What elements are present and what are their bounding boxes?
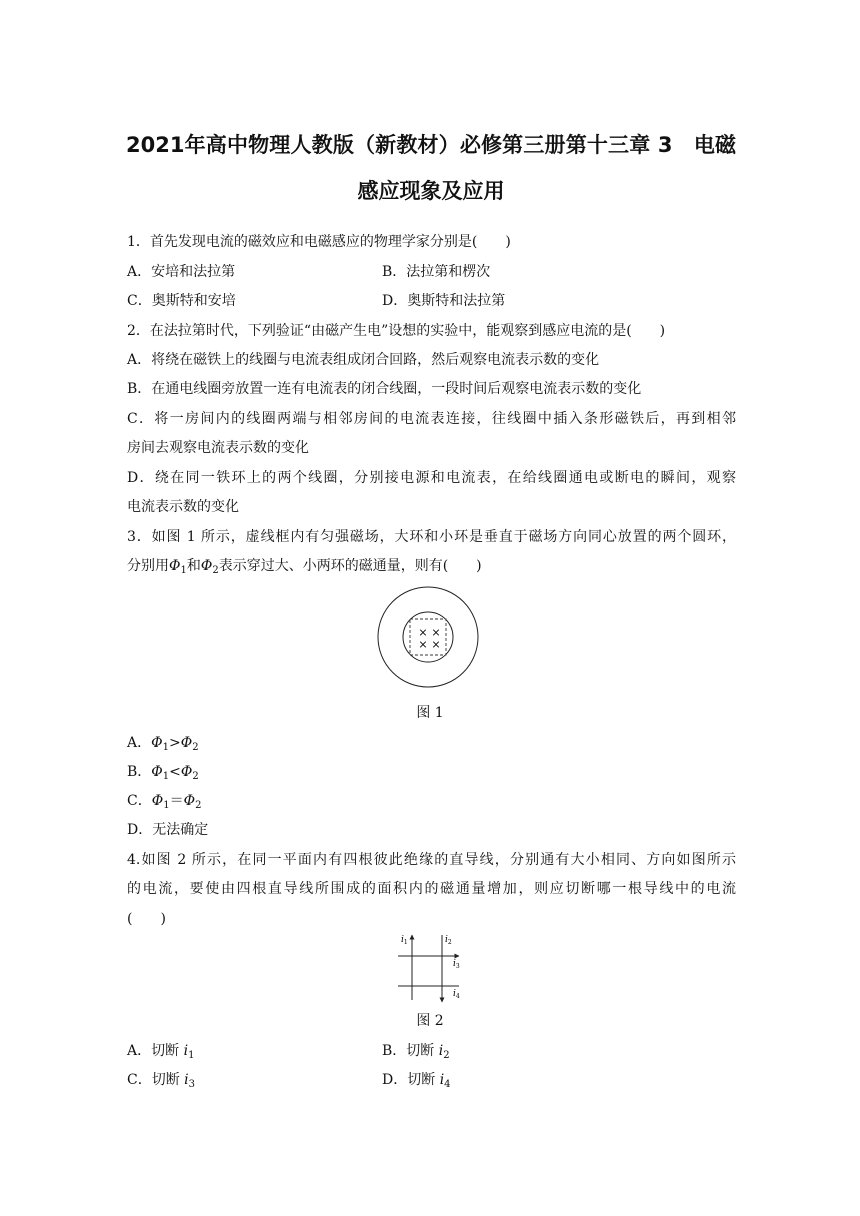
figure-1-rings: [370, 585, 490, 695]
wire-label-i2: $i_2$: [445, 935, 452, 946]
q4-option-c: C．切断 $i_3$: [127, 1072, 196, 1090]
document-title-line-1: 2021年高中物理人教版（新教材）必修第三册第十三章 3 电磁: [126, 133, 736, 157]
q4-stem-line-1: 4.如图 2 所示，在同一平面内有四根彼此绝缘的直导线，分别通有大小相同、方向如图所示: [127, 852, 736, 868]
figure-2-caption: 图 2: [416, 1013, 444, 1029]
q2-option-a: A．将绕在磁铁上的线圈与电流表组成闭合回路，然后观察电流表示数的变化: [127, 352, 600, 368]
q3-option-c: C．$\Phi_1=\Phi_2$: [127, 793, 202, 811]
q4-option-a: A．切断 $i_1$: [127, 1043, 195, 1061]
field-mark: ×: [431, 626, 441, 639]
q2-option-b: B．在通电线圈旁放置一连有电流表的闭合线圈，一段时间后观察电流表示数的变化: [127, 381, 642, 397]
small-ring: [403, 612, 453, 662]
field-mark: ×: [418, 626, 428, 639]
q3-stem-line-2: 分别用$\Phi_1$和$\Phi_2$表示穿过大、小两环的磁通量，则有( ): [127, 558, 482, 576]
wire-label-i3: $i_3$: [453, 959, 460, 970]
q1-stem: 1．首先发现电流的磁效应和电磁感应的物理学家分别是( ): [127, 234, 511, 250]
q3-option-b: B．$\Phi_1<\Phi_2$: [127, 764, 199, 782]
q2-option-c-line-1: C．将一房间内的线圈两端与相邻房间的电流表连接，往线圈中插入条形磁铁后，再到相邻: [127, 411, 736, 427]
q1-option-c: C．奥斯特和安培: [127, 293, 236, 309]
q4-stem-line-2: 的电流，要使由四根直导线所围成的面积内的磁通量增加，则应切断哪一根导线中的电流: [127, 881, 736, 897]
document-title-line-2: 感应现象及应用: [357, 179, 505, 203]
q4-stem-line-3: ( ): [127, 911, 166, 927]
wire-label-i4: $i_4$: [453, 989, 460, 1000]
field-mark: ×: [418, 638, 428, 651]
field-mark: ×: [431, 638, 441, 651]
q4-option-b: B．切断 $i_2$: [382, 1043, 450, 1061]
q3-option-a: A．$\Phi_1>\Phi_2$: [127, 735, 199, 753]
q1-option-b: B．法拉第和楞次: [382, 264, 491, 280]
large-ring: [378, 587, 478, 687]
q2-option-d-line-2: 电流表示数的变化: [127, 499, 239, 515]
q2-option-c-line-2: 房间去观察电流表示数的变化: [127, 440, 309, 456]
q2-stem: 2．在法拉第时代，下列验证“由磁产生电”设想的实验中，能观察到感应电流的是( ): [127, 323, 666, 339]
q3-option-d: D．无法确定: [127, 822, 209, 838]
q2-option-d-line-1: D．绕在同一铁环上的两个线圈，分别接电源和电流表，在给线圈通电或断电的瞬间，观察: [127, 470, 736, 486]
q1-option-d: D．奥斯特和法拉第: [382, 293, 506, 309]
figure-1-caption: 图 1: [416, 705, 444, 721]
q1-option-a: A．安培和法拉第: [127, 264, 236, 280]
wire-label-i1: $i_1$: [401, 935, 408, 946]
q3-stem-line-1: 3．如图 1 所示，虚线框内有匀强磁场，大环和小环是垂直于磁场方向同心放置的两个圆环，: [127, 529, 736, 545]
figure-2-wires: [395, 930, 470, 1005]
q4-option-d: D．切断 $i_4$: [382, 1072, 451, 1090]
